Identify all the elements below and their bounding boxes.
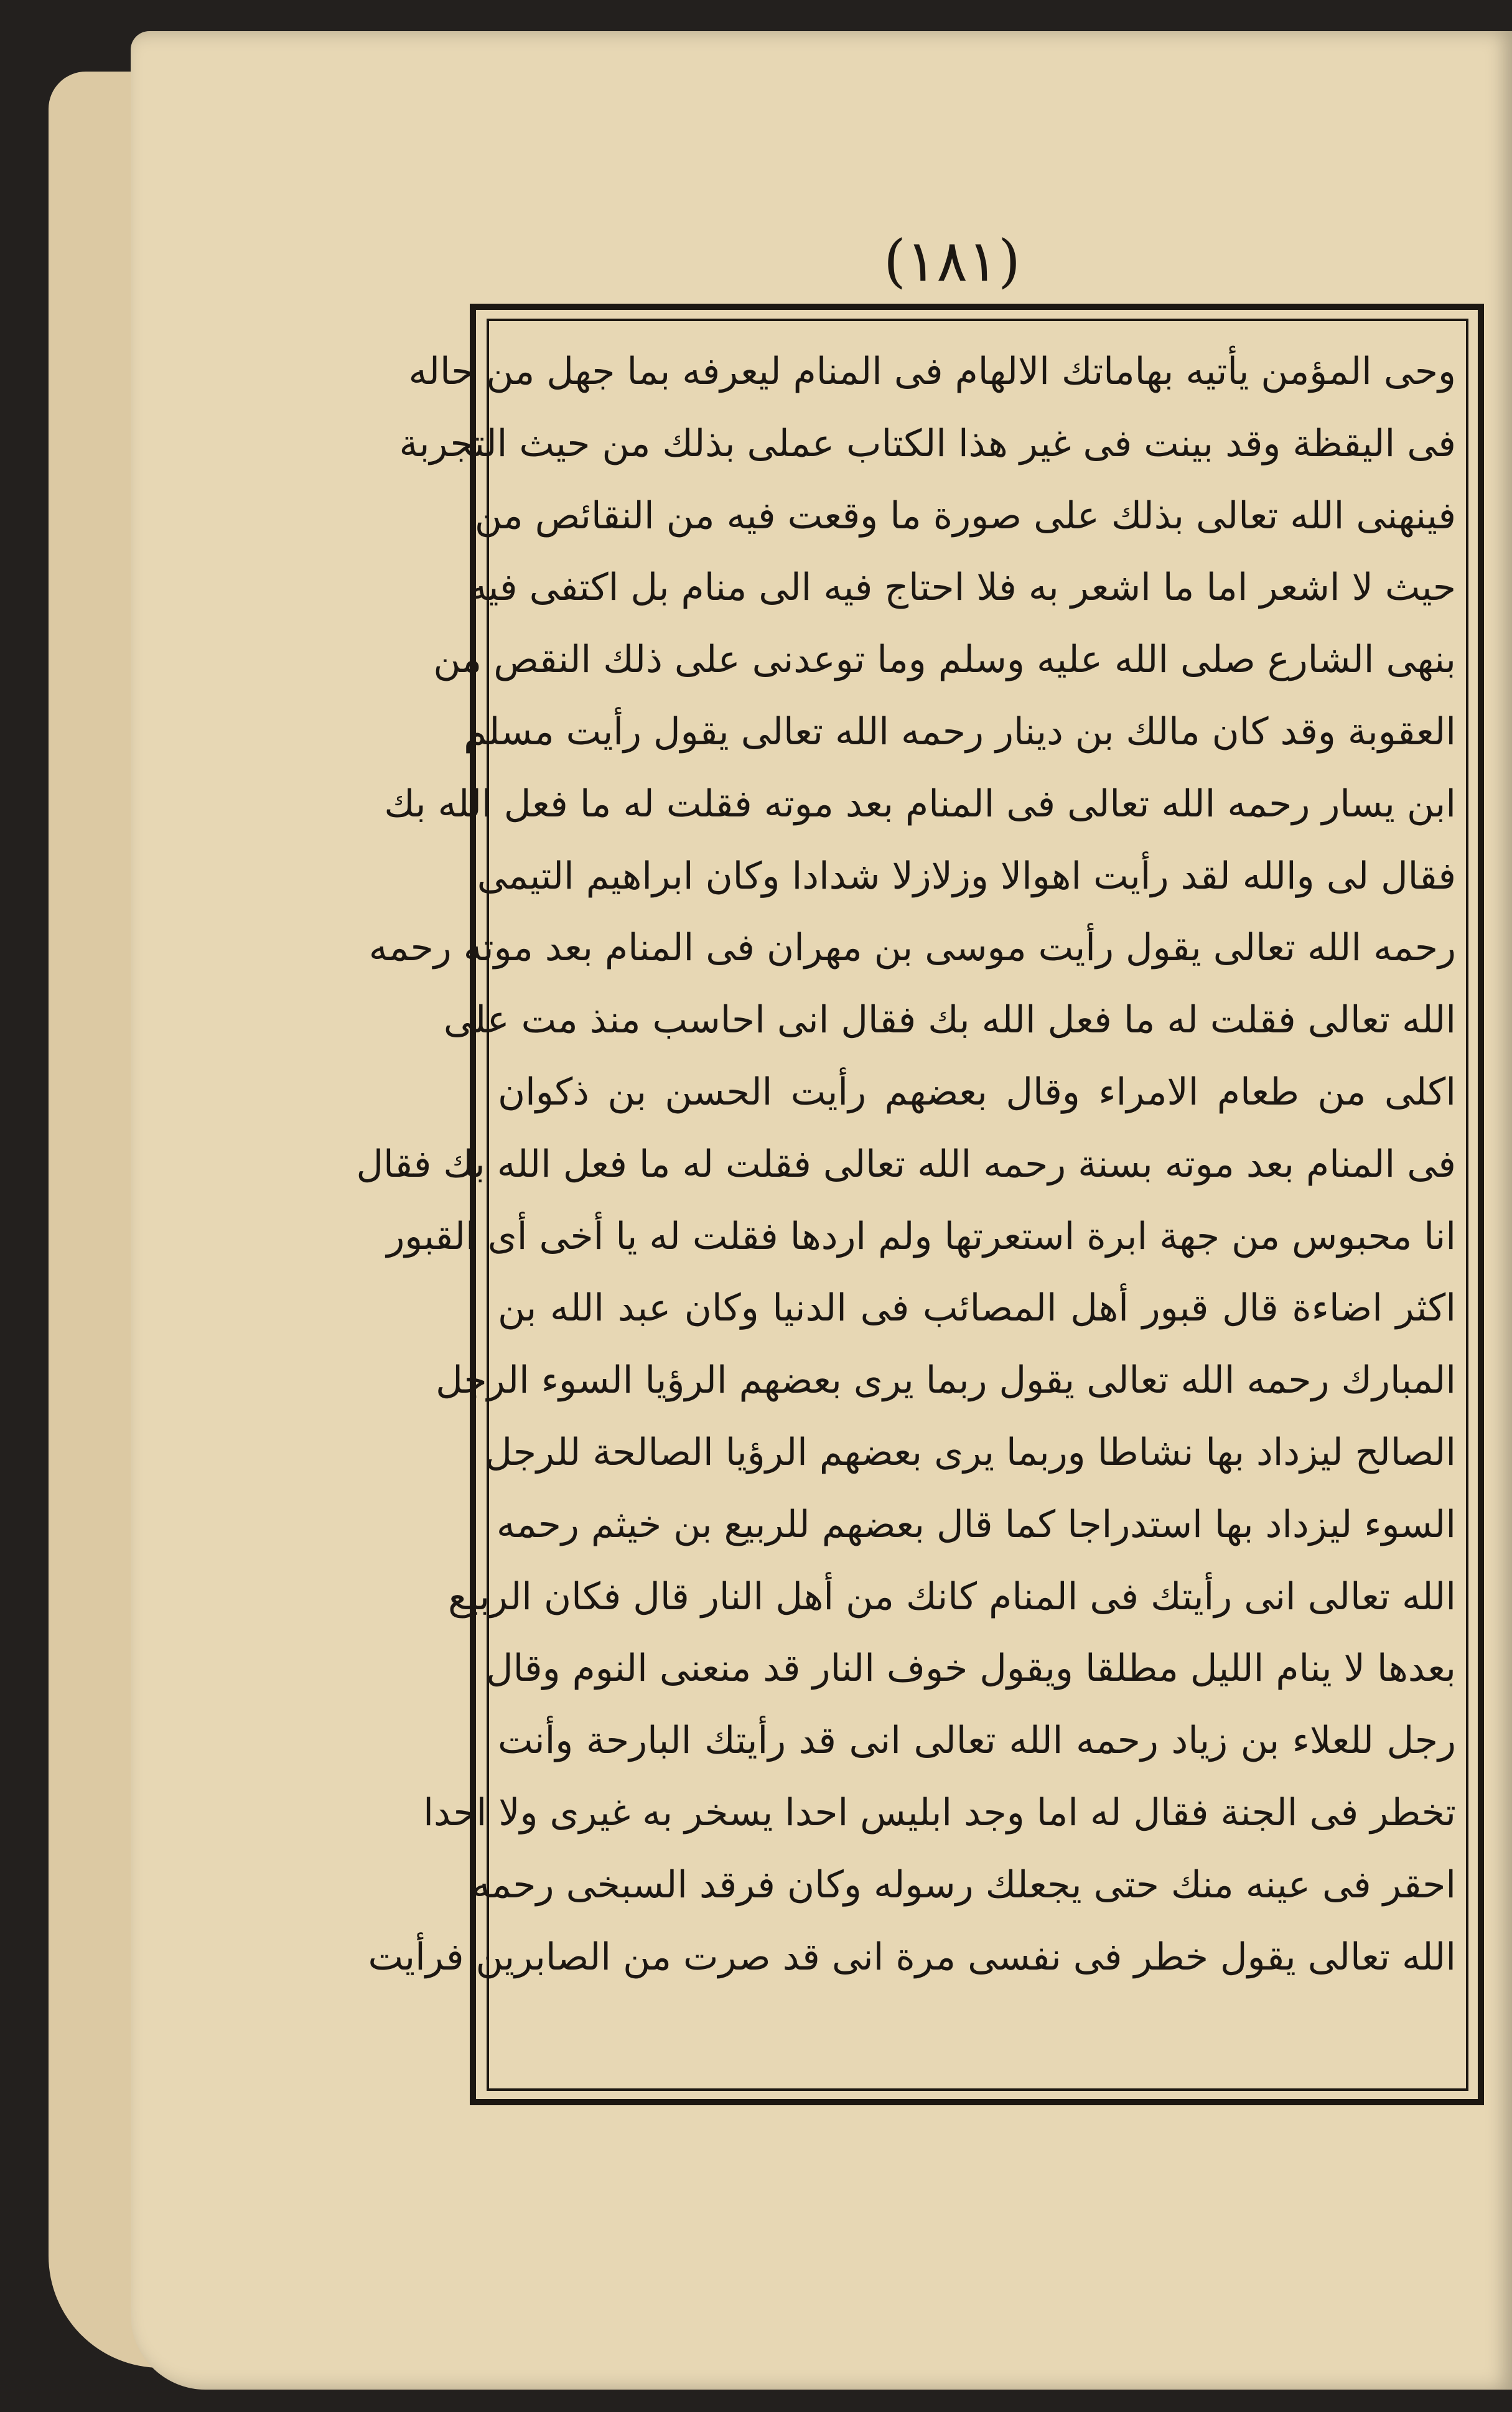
text-line-17: السوء ليزداد بها استدراجا كما قال بعضهم للربيع بن خيثم رحمه [496,1502,1456,1546]
body-text [356,336,1456,2066]
text-line-22: احقر فى عينه منك حتى يجعلك رسوله وكان فرقد السبخى رحمه [471,1863,1456,1907]
text-line-12: فى المنام بعد موته بسنة رحمه الله تعالى فقلت له ما فعل الله بك فقال [356,1142,1456,1186]
text-line-21: تخطر فى الجنة فقال له اما وجد ابليس احدا يسخر به غيرى ولا احدا [423,1790,1456,1835]
text-line-5: بنهى الشارع صلى الله عليه وسلم وما توعدنى على ذلك النقص من [433,638,1456,682]
text-line-4: حيث لا اشعر اما ما اشعر به فلا احتاج فيه الى منام بل اكتفى فيه [468,566,1456,610]
text-line-23: الله تعالى يقول خطر فى نفسى مرة انى قد صرت من الصابرين فرأيت [368,1935,1456,1979]
text-line-10: الله تعالى فقلت له ما فعل الله بك فقال انى احاسب منذ مت على [443,998,1456,1042]
text-line-16: الصالح ليزداد بها نشاطا وربما يرى بعضهم الرؤيا الصالحة للرجل [485,1430,1456,1474]
text-line-14: اكثر اضاءة قال قبور أهل المصائب فى الدنيا وكان عبد الله بن [498,1286,1456,1330]
text-line-13: انا محبوس من جهة ابرة استعرتها ولم اردها فقلت له يا أخى أى القبور [386,1214,1456,1258]
text-line-18: الله تعالى انى رأيتك فى المنام كانك من أهل النار قال فكان الربيع [448,1574,1456,1619]
text-line-8: فقال لى والله لقد رأيت اهوالا وزلازلا شدادا وكان ابراهيم التيمى [477,854,1456,898]
text-line-1: وحى المؤمن يأتيه بهاماتك الالهام فى المنام ليعرفه بما جهل من حاله [408,350,1456,393]
text-line-20: رجل للعلاء بن زياد رحمه الله تعالى انى قد رأيتك البارحة وأنت [498,1719,1456,1763]
page-number: (١٨١) [884,228,1021,294]
text-line-3: فينهنى الله تعالى بذلك على صورة ما وقعت فيه من النقائص من [474,493,1456,538]
text-line-2: فى اليقظة وقد بينت فى غير هذا الكتاب عملى بذلك من حيث التجربة [399,421,1456,465]
text-line-11: اكلى من طعام الامراء وقال بعضهم رأيت الحسن بن ذكوان [498,1070,1456,1114]
text-line-7: ابن يسار رحمه الله تعالى فى المنام بعد موته فقلت له ما فعل الله بك [384,782,1456,826]
text-line-9: رحمه الله تعالى يقول رأيت موسى بن مهران فى المنام بعد موته رحمه [368,926,1456,970]
text-line-19: بعدها لا ينام الليل مطلقا ويقول خوف النار قد منعنى النوم وقال [486,1647,1456,1691]
text-line-15: المبارك رحمه الله تعالى يقول ربما يرى بعضهم الرؤيا السوء الرجل [436,1358,1456,1403]
text-line-6: العقوبة وقد كان مالك بن دينار رحمه الله تعالى يقول رأيت مسلم [464,709,1456,754]
